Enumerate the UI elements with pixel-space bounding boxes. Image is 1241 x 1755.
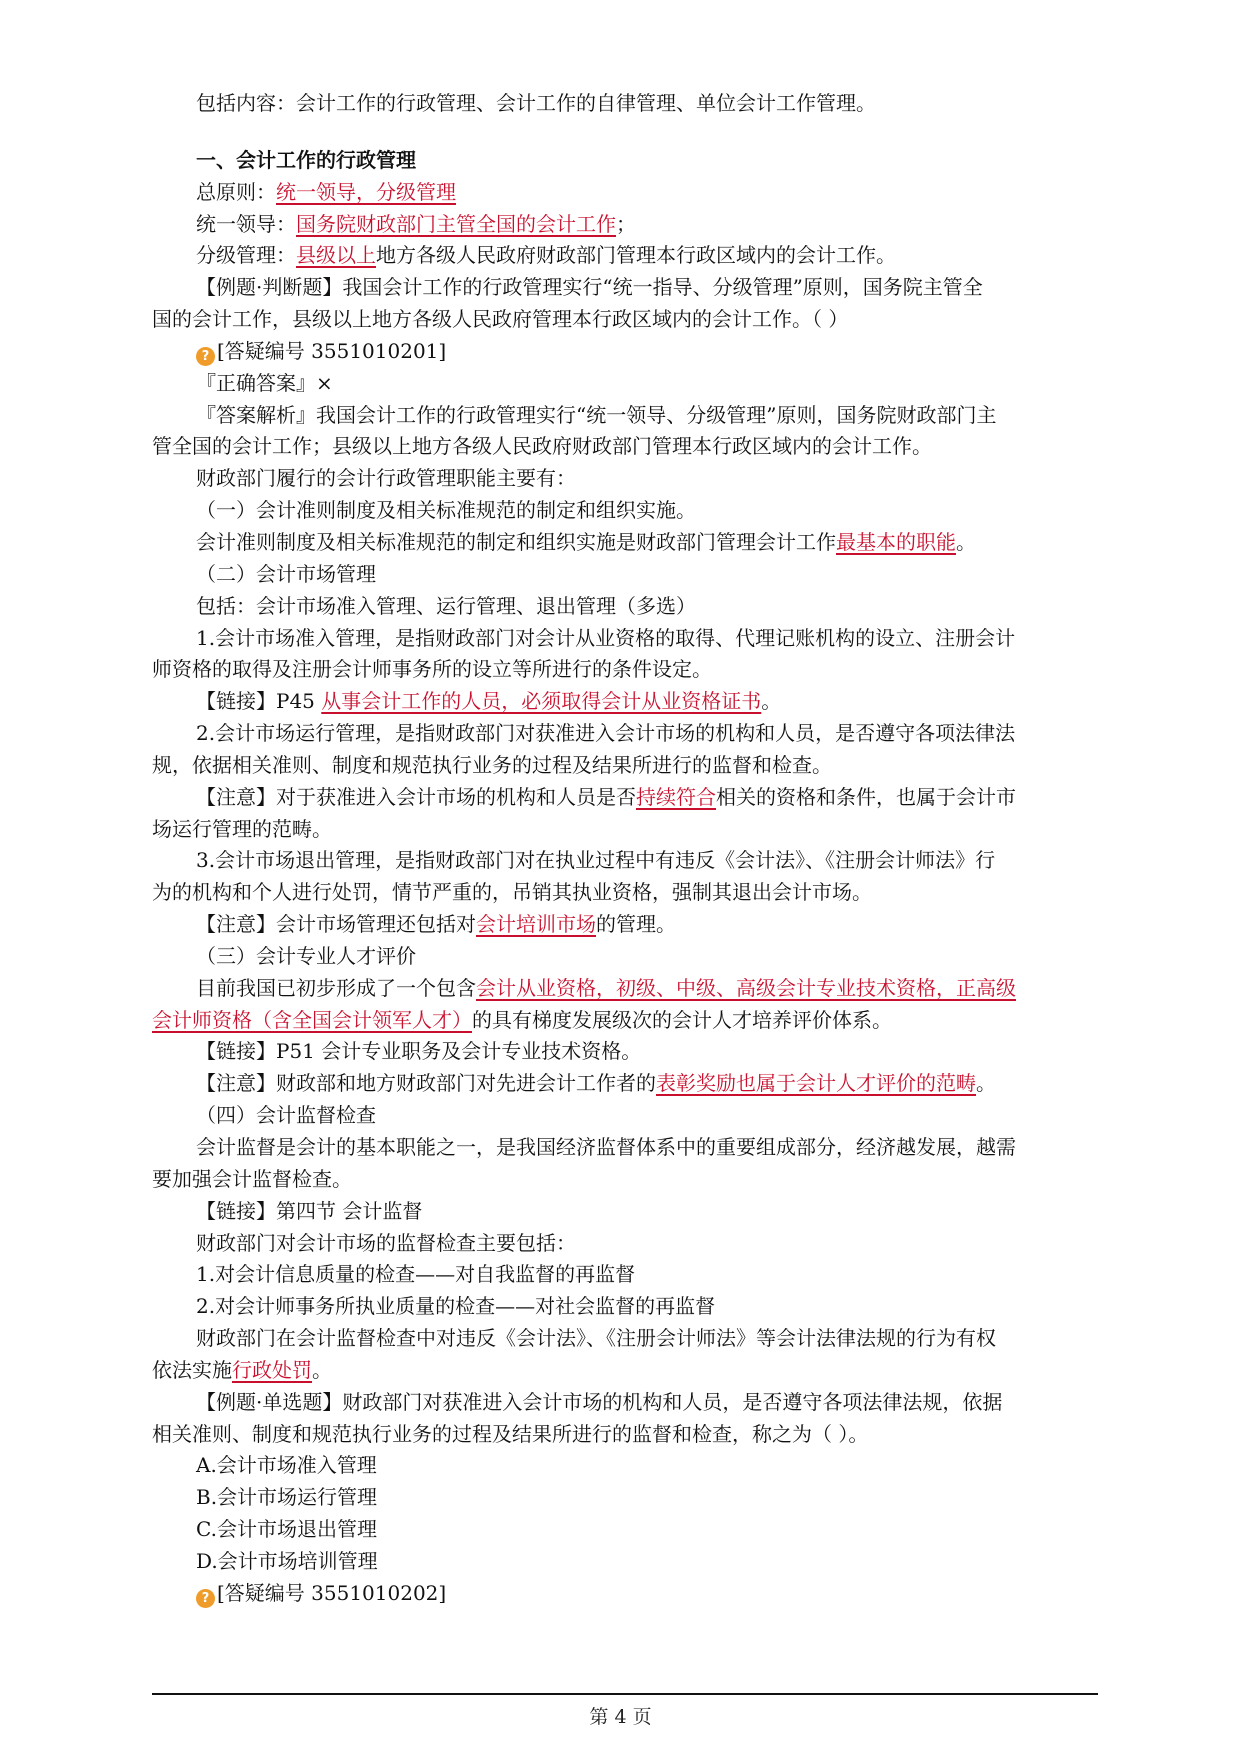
func2-link1-tail: 。 — [761, 689, 782, 714]
question-circle-icon[interactable]: ? — [196, 1589, 215, 1608]
func4-includes: 财政部门对会计市场的监督检查主要包括： — [196, 1230, 576, 1255]
func2-item2: 2.会计市场运行管理，是指财政部门对获准进入会计市场的机构和人员，是否遵守各项法律法 — [196, 721, 1016, 746]
func3-link: 【链接】P51 会计专业职务及会计专业技术资格。 — [196, 1039, 642, 1064]
func2-item1: 1.会计市场准入管理，是指财政部门对会计从业资格的取得、代理记账机构的设立、注册会计 — [196, 625, 1016, 650]
func2-note2-text: 【注意】会计市场管理还包括对 — [196, 912, 476, 937]
example2-option-b: B.会计市场运行管理 — [196, 1485, 378, 1510]
func3-body-tail: 的具有梯度发展级次的会计人才培养评价体系。 — [472, 1007, 892, 1032]
func1-title: （一）会计准则制度及相关标准规范的制定和组织实施。 — [196, 498, 696, 523]
example2-option-c: C.会计市场退出管理 — [196, 1517, 377, 1542]
func3-note — [152, 1068, 1098, 1100]
example2-qa — [152, 1578, 1098, 1610]
func2-includes: 包括：会计市场准入管理、运行管理、退出管理（多选） — [196, 593, 696, 618]
intro-text: 包括内容：会计工作的行政管理、会计工作的自律管理、单位会计工作管理。 — [196, 91, 876, 115]
principle-line — [152, 177, 1098, 209]
func4-body: 会计监督是会计的基本职能之一，是我国经济监督体系中的重要组成部分，经济越发展，越需 — [196, 1135, 1016, 1159]
principle-label: 总原则： — [196, 179, 276, 204]
func1-body-tail: 。 — [956, 529, 976, 554]
func2-link1 — [152, 686, 1098, 718]
func4-title: （四）会计监督检查 — [196, 1103, 376, 1128]
func4-penalty-text: 依法实施 — [152, 1357, 232, 1382]
func2-item1-cont: 师资格的取得及注册会计师事务所的设立等所进行的条件设定。 — [152, 657, 712, 682]
question-circle-icon[interactable]: ? — [196, 347, 215, 366]
func4-penalty-tail: 。 — [312, 1357, 332, 1382]
func3-highlight-2: 会计师资格（含全国会计领军人才） — [152, 1007, 472, 1032]
func4-body-cont: 要加强会计监督检查。 — [152, 1166, 352, 1191]
graded-highlight: 县级以上 — [296, 243, 376, 268]
func1-body — [152, 527, 1098, 559]
func2-note1-highlight: 持续符合 — [636, 784, 716, 809]
func2-title: （二）会计市场管理 — [196, 561, 376, 586]
example1-qa-id: [答疑编号 3551010201] — [217, 338, 447, 363]
func2-item3-cont: 为的机构和个人进行处罚，情节严重的，吊销其执业资格，强制其退出会计市场。 — [152, 880, 872, 905]
unified-tail: ； — [616, 211, 636, 236]
example2-question-cont: 相关准则、制度和规范执行业务的过程及结果所进行的监督和检查，称之为（ ）。 — [152, 1421, 869, 1446]
func2-note2 — [152, 909, 1098, 941]
func3-note-highlight: 表彰奖励也属于会计人才评价的范畴 — [656, 1071, 976, 1096]
func1-highlight: 最基本的职能 — [836, 529, 956, 554]
func4-penalty: 财政部门在会计监督检查中对违反《会计法》、《注册会计师法》等会计法律法规的行为有权 — [196, 1326, 996, 1351]
graded-line — [152, 240, 1098, 272]
func3-highlight-1: 会计从业资格，初级、中级、高级会计专业技术资格，正高级 — [476, 975, 1016, 1000]
functions-intro: 财政部门履行的会计行政管理职能主要有： — [196, 466, 576, 491]
page-number: 第 4 页 — [589, 1706, 652, 1728]
section-heading: 一、会计工作的行政管理 — [196, 147, 416, 172]
func3-body-cont — [152, 1005, 1098, 1037]
func4-penalty-highlight: 行政处罚 — [232, 1357, 312, 1382]
func4-item1: 1.对会计信息质量的检查——对自我监督的再监督 — [196, 1262, 636, 1287]
example1-qa — [152, 336, 1098, 368]
func4-link: 【链接】第四节 会计监督 — [196, 1198, 423, 1223]
footer-divider — [152, 1693, 1098, 1695]
graded-label: 分级管理： — [196, 243, 296, 268]
func2-note1-text: 【注意】对于获准进入会计市场的机构和人员是否 — [196, 784, 636, 809]
example1-answer: 『正确答案』× — [196, 370, 333, 395]
unified-line — [152, 209, 1098, 241]
example2-option-d: D.会计市场培训管理 — [196, 1548, 378, 1573]
func2-note2-highlight: 会计培训市场 — [476, 912, 596, 937]
func2-link1-highlight: 从事会计工作的人员，必须取得会计从业资格证书 — [321, 689, 762, 714]
func4-penalty-cont — [152, 1355, 1098, 1387]
func2-link1-label: 【链接】P45 — [196, 689, 322, 714]
func3-body-text: 目前我国已初步形成了一个包含 — [196, 975, 476, 1000]
func2-item3: 3.会计市场退出管理，是指财政部门对在执业过程中有违反《会计法》、《注册会计师法》行 — [196, 848, 996, 873]
func1-body-text: 会计准则制度及相关标准规范的制定和组织实施是财政部门管理会计工作 — [196, 529, 836, 554]
func2-note1-tail: 相关的资格和条件，也属于会计市 — [716, 784, 1016, 809]
document-body — [152, 88, 1098, 1610]
example1-question-cont: 国的会计工作，县级以上地方各级人民政府管理本行政区域内的会计工作。（ ） — [152, 307, 849, 332]
graded-rest: 地方各级人民政府财政部门管理本行政区域内的会计工作。 — [376, 243, 896, 268]
func3-note-tail: 。 — [976, 1071, 996, 1096]
unified-label: 统一领导： — [196, 211, 296, 236]
func3-note-text: 【注意】财政部和地方财政部门对先进会计工作者的 — [196, 1071, 656, 1096]
unified-highlight: 国务院财政部门主管全国的会计工作 — [296, 211, 616, 236]
principle-highlight: 统一领导，分级管理 — [276, 179, 456, 204]
func3-title: （三）会计专业人才评价 — [196, 943, 416, 968]
example2-question: 【例题·单选题】财政部门对获准进入会计市场的机构和人员，是否遵守各项法律法规，依据 — [196, 1389, 1003, 1414]
example1-analysis-cont: 管全国的会计工作；县级以上地方各级人民政府财政部门管理本行政区域内的会计工作。 — [152, 434, 932, 459]
func2-item2-cont: 规，依据相关准则、制度和规范执行业务的过程及结果所进行的监督和检查。 — [152, 752, 832, 777]
example2-option-a: A.会计市场准入管理 — [196, 1453, 377, 1478]
func2-note1 — [152, 782, 1098, 814]
example1-analysis: 『答案解析』我国会计工作的行政管理实行“统一领导、分级管理”原则，国务院财政部门主 — [196, 402, 997, 427]
func4-item2: 2.对会计师事务所执业质量的检查——对社会监督的再监督 — [196, 1294, 716, 1319]
example1-question: 【例题·判断题】我国会计工作的行政管理实行“统一指导、分级管理”原则，国务院主管全 — [196, 275, 983, 300]
func2-note1-cont: 场运行管理的范畴。 — [152, 816, 332, 841]
func3-body — [152, 973, 1098, 1005]
example2-qa-id: [答疑编号 3551010202] — [217, 1580, 447, 1605]
func2-note2-tail: 的管理。 — [596, 912, 676, 937]
